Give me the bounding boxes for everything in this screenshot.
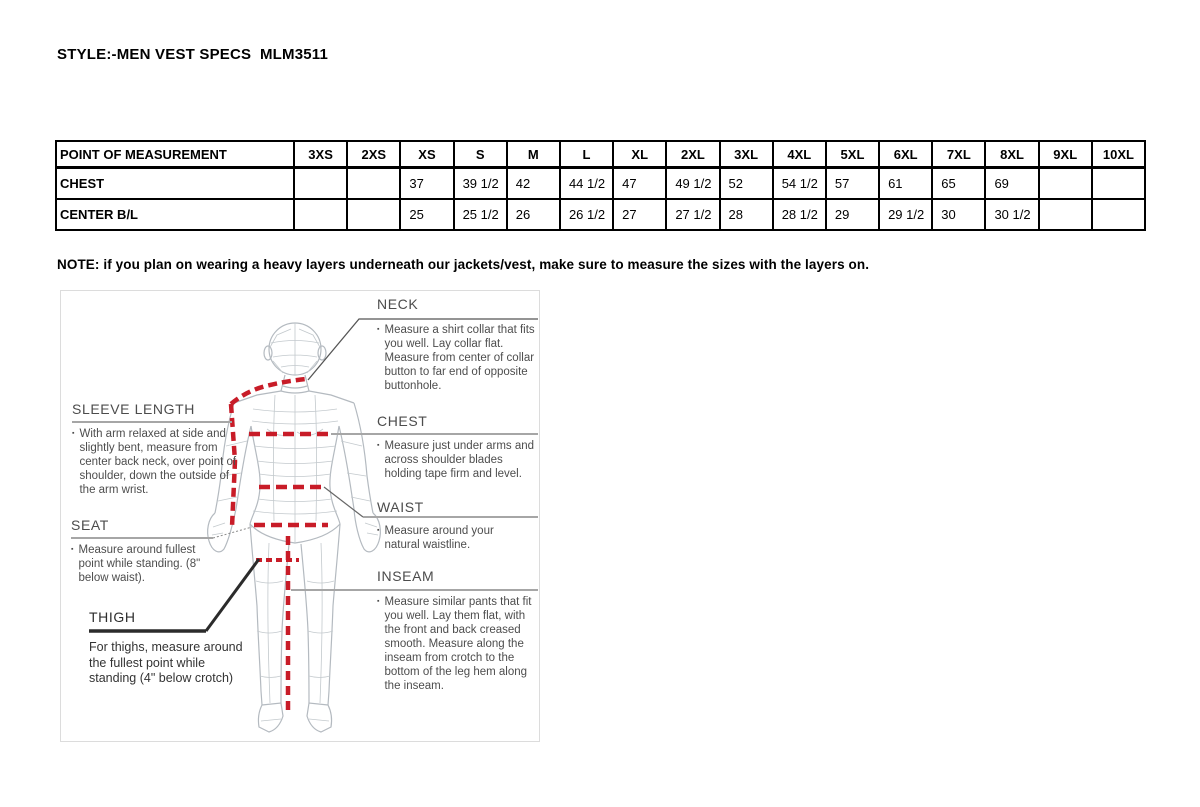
section-text: With arm relaxed at side and slightly bent, measure from center back neck, over point of shoulder, down the outside of the arm wrist. (79, 428, 237, 496)
bullet-icon: ▪ (377, 598, 380, 605)
size-spec-table (55, 140, 1146, 231)
diagram-section-sleeve-length (72, 401, 244, 497)
row-label: CENTER B/L (56, 199, 294, 230)
row-label: CHEST (56, 168, 294, 200)
section-text: Measure around your natural waistline. (384, 525, 494, 551)
header-row (56, 141, 1145, 168)
measurement-value-cell: 30 1/2 (985, 199, 1038, 230)
measurement-value-cell: 27 1/2 (666, 199, 719, 230)
measurement-value-cell (294, 168, 347, 200)
measurement-value-cell (347, 168, 400, 200)
diagram-section-seat (71, 517, 223, 585)
column-header-size: 9XL (1039, 141, 1092, 168)
column-header-size: M (507, 141, 560, 168)
column-header-point-of-measurement: POINT OF MEASUREMENT (56, 141, 294, 168)
diagram-section-neck (377, 296, 541, 393)
section-heading: WAIST (377, 499, 424, 515)
bullet-icon: ▪ (72, 430, 75, 437)
bullet-icon: ▪ (377, 527, 380, 534)
measurement-value-cell (1092, 199, 1145, 230)
measurement-value-cell: 37 (400, 168, 453, 200)
column-header-size: 7XL (932, 141, 985, 168)
measurement-value-cell: 28 1/2 (773, 199, 826, 230)
measurement-value-cell: 57 (826, 168, 879, 200)
measurement-value-cell: 44 1/2 (560, 168, 613, 200)
measurement-value-cell: 47 (613, 168, 666, 200)
measurement-value-cell: 29 1/2 (879, 199, 932, 230)
diagram-section-inseam (377, 568, 541, 693)
measurement-value-cell (294, 199, 347, 230)
column-header-size: S (454, 141, 507, 168)
column-header-size: 2XS (347, 141, 400, 168)
section-heading: INSEAM (377, 568, 435, 584)
section-heading: CHEST (377, 413, 428, 429)
page-title: STYLE:-MEN VEST SPECS MLM3511 (57, 46, 329, 63)
measurement-value-cell: 29 (826, 199, 879, 230)
diagram-section-thigh (89, 609, 245, 687)
measurement-value-cell (1039, 168, 1092, 200)
measurement-value-cell: 52 (720, 168, 773, 200)
table-body (56, 168, 1145, 231)
column-header-size: 4XL (773, 141, 826, 168)
column-header-size: 10XL (1092, 141, 1145, 168)
measurement-value-cell: 25 1/2 (454, 199, 507, 230)
section-heading: NECK (377, 296, 419, 312)
measurement-value-cell: 26 1/2 (560, 199, 613, 230)
column-header-size: XL (613, 141, 666, 168)
section-text: For thighs, measure around the fullest point while standing (4" below crotch) (89, 640, 243, 685)
measurement-value-cell: 69 (985, 168, 1038, 200)
measurement-value-cell: 42 (507, 168, 560, 200)
table-row (56, 199, 1145, 230)
diagram-section-waist (377, 499, 529, 552)
measurement-value-cell (347, 199, 400, 230)
measurement-value-cell: 54 1/2 (773, 168, 826, 200)
measurement-value-cell (1092, 168, 1145, 200)
section-heading: SEAT (71, 517, 109, 533)
column-header-size: 3XL (720, 141, 773, 168)
table-row (56, 168, 1145, 200)
section-text: Measure around fullest point while standing. (8" below waist). (78, 544, 201, 584)
section-heading: SLEEVE LENGTH (72, 401, 195, 417)
section-text: Measure a shirt collar that fits you well. Lay collar flat. Measure from center of collar button to far end of opposite buttonhole. (384, 324, 535, 392)
column-header-size: 8XL (985, 141, 1038, 168)
column-header-size: 6XL (879, 141, 932, 168)
column-header-size: XS (400, 141, 453, 168)
column-header-size: 3XS (294, 141, 347, 168)
measurement-value-cell: 49 1/2 (666, 168, 719, 200)
note-text: NOTE: if you plan on wearing a heavy layers underneath our jackets/vest, make sure to measure the sizes with the layers on. (57, 257, 870, 272)
table-header (56, 141, 1145, 168)
measurement-value-cell: 28 (720, 199, 773, 230)
diagram-section-chest (377, 413, 541, 481)
measurement-value-cell: 26 (507, 199, 560, 230)
waist-diagonal-line (324, 487, 363, 517)
measurement-value-cell: 39 1/2 (454, 168, 507, 200)
measurement-value-cell (1039, 199, 1092, 230)
measurement-value-cell: 25 (400, 199, 453, 230)
section-heading: THIGH (89, 609, 136, 625)
measurement-value-cell: 27 (613, 199, 666, 230)
measurement-value-cell: 30 (932, 199, 985, 230)
bullet-icon: ▪ (377, 442, 380, 449)
bullet-icon: ▪ (377, 326, 380, 333)
column-header-size: 2XL (666, 141, 719, 168)
measurement-value-cell: 65 (932, 168, 985, 200)
measurement-diagram (60, 290, 540, 742)
measurement-value-cell: 61 (879, 168, 932, 200)
section-text: Measure similar pants that fit you well. Lay them flat, with the front and back creased smooth. Measure along the inseam from crotch to the bottom of the leg hem along the inseam. (384, 596, 532, 692)
column-header-size: 5XL (826, 141, 879, 168)
section-text: Measure just under arms and across shoulder blades holding tape firm and level. (384, 440, 535, 480)
bullet-icon: ▪ (71, 546, 74, 553)
column-header-size: L (560, 141, 613, 168)
